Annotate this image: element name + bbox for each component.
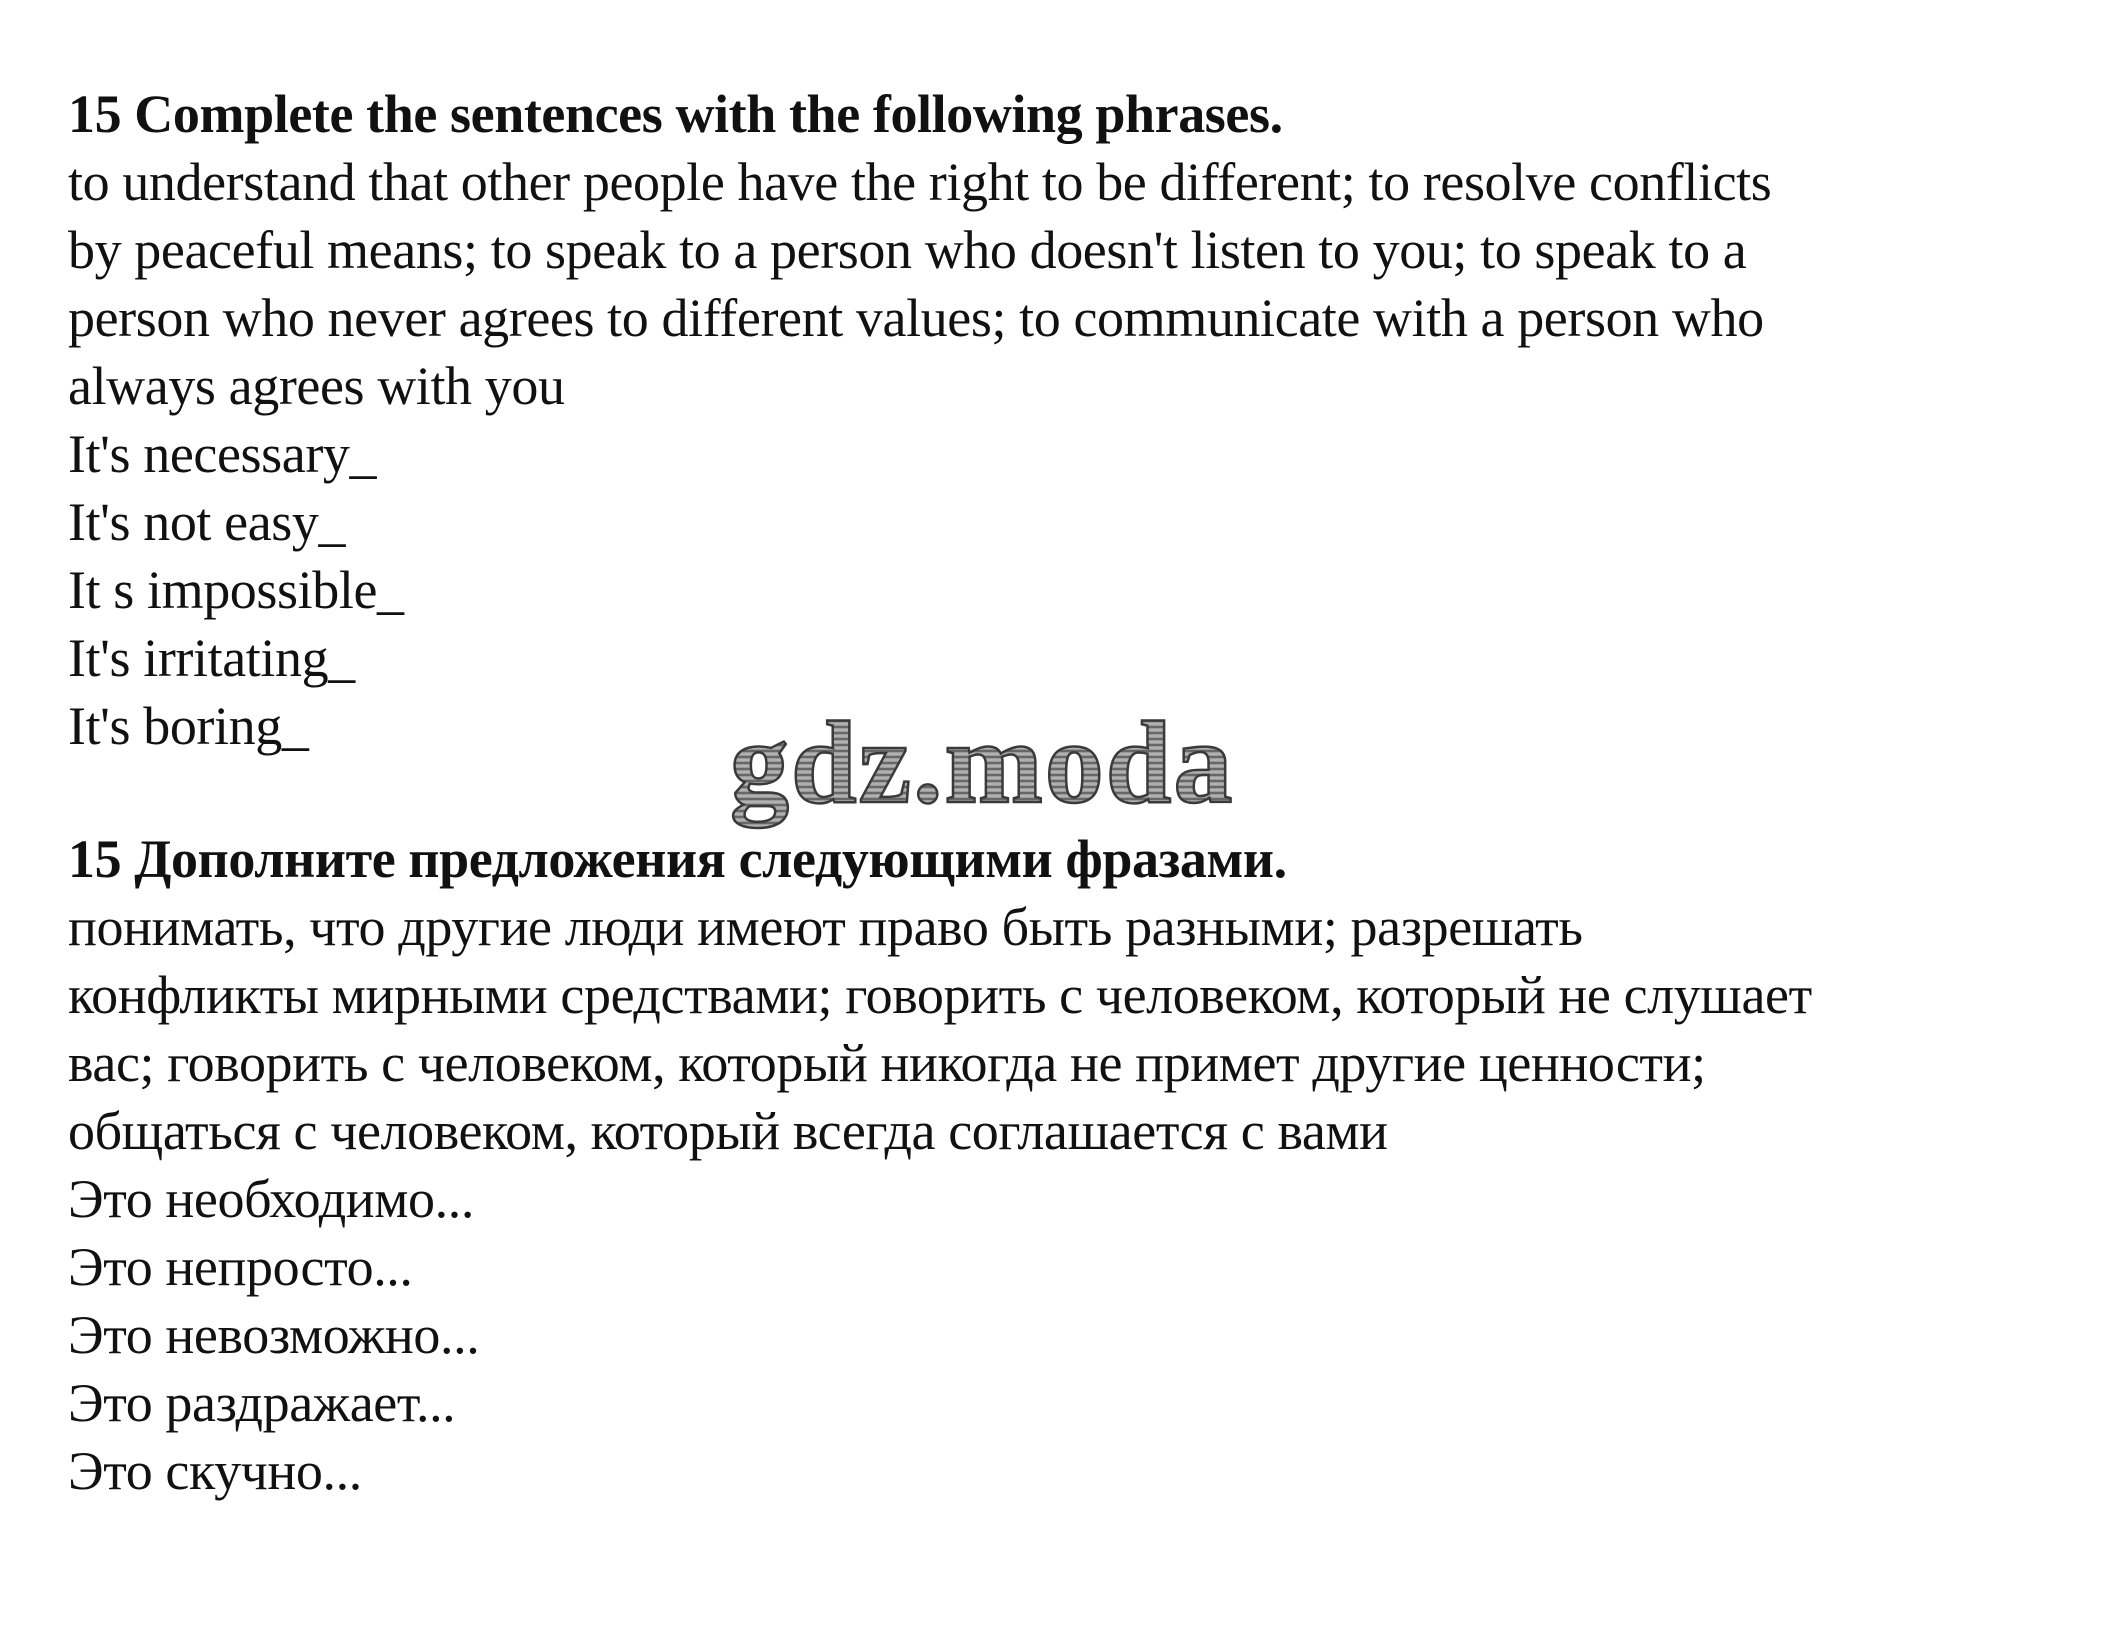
russian-prompt-irritating: Это раздражает... <box>68 1373 456 1433</box>
english-prompt-not-easy: It's not easy_ <box>68 492 346 552</box>
english-phrases-line-2: by peaceful means; to speak to a person who doesn't listen to you; to speak to a <box>68 220 1747 280</box>
english-phrases-line-1: to understand that other people have the right to be different; to resolve conflicts <box>68 152 1772 212</box>
english-prompt-necessary: It's necessary_ <box>68 424 377 484</box>
english-phrases-line-4: always agrees with you <box>68 356 565 416</box>
english-section <box>68 80 2068 760</box>
russian-phrases-line-4: общаться с человеком, который всегда соглашается с вами <box>68 1101 1388 1161</box>
russian-prompt-boring: Это скучно... <box>68 1441 362 1501</box>
english-prompt-impossible: It s impossible_ <box>68 560 404 620</box>
russian-prompt-not-easy: Это непросто... <box>68 1237 413 1297</box>
watermark-text: gdz.moda <box>730 697 1235 828</box>
russian-heading: 15 Дополните предложения следующими фразами. <box>68 829 1287 889</box>
watermark-logo <box>722 690 1342 840</box>
russian-prompt-impossible: Это невозможно... <box>68 1305 480 1365</box>
russian-phrases-line-1: понимать, что другие люди имеют право быть разными; разрешать <box>68 897 1583 957</box>
russian-phrases-line-2: конфликты мирными средствами; говорить с человеком, который не слушает <box>68 965 1812 1025</box>
english-phrases-line-3: person who never agrees to different values; to communicate with a person who <box>68 288 1764 348</box>
english-prompt-boring: It's boring_ <box>68 696 309 756</box>
russian-prompt-necessary: Это необходимо... <box>68 1169 474 1229</box>
russian-phrases-line-3: вас; говорить с человеком, который никогда не примет другие ценности; <box>68 1033 1706 1093</box>
english-heading: 15 Complete the sentences with the following phrases. <box>68 84 1283 144</box>
russian-section <box>68 825 2108 1505</box>
english-prompt-irritating: It's irritating_ <box>68 628 355 688</box>
